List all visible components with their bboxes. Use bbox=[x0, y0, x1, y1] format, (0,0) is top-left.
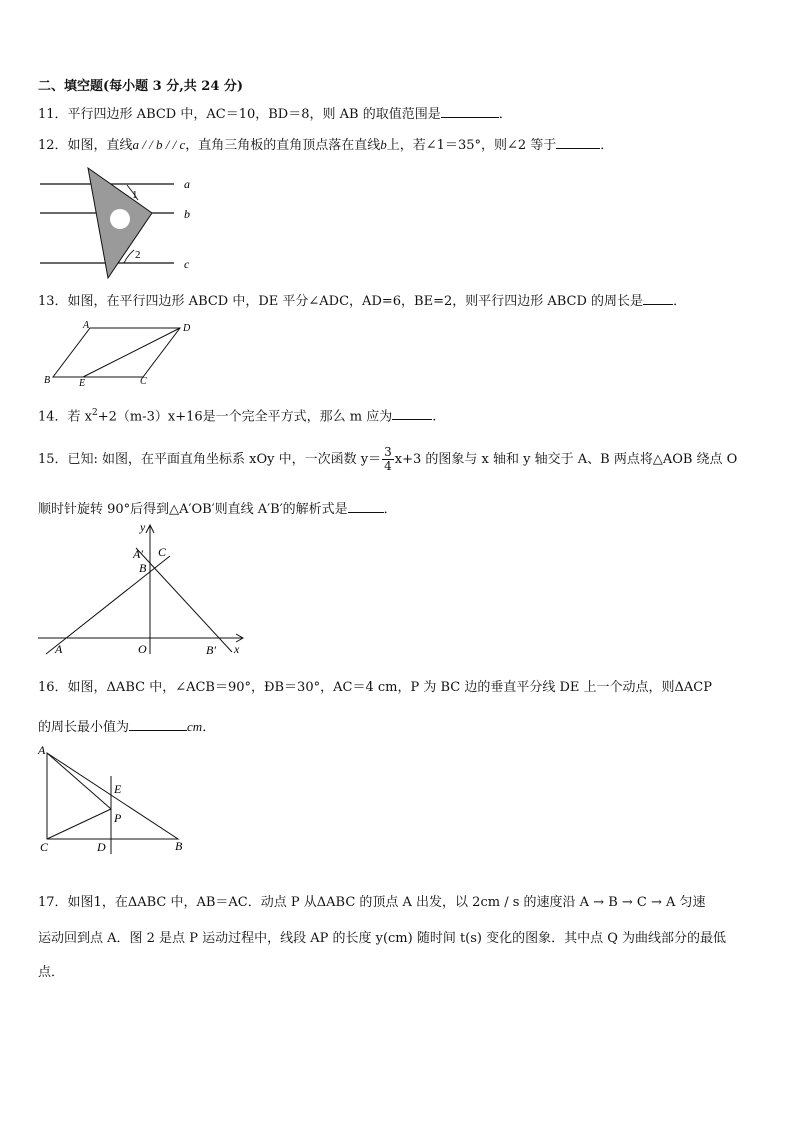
q16-text-b: 的周长最小值为 bbox=[38, 720, 130, 735]
q13-label-B: B bbox=[44, 375, 51, 386]
q15-label-B-prime: B′ bbox=[206, 643, 216, 657]
q15-label-y: y bbox=[140, 520, 146, 534]
q12-label-b: b bbox=[184, 207, 190, 221]
q12-text-c: 上，若∠1＝35°，则∠2 等于 bbox=[386, 138, 557, 153]
q15-label-O: O bbox=[138, 642, 147, 656]
q15-label-B: B bbox=[139, 561, 147, 575]
q14-text-b: +2（m-3）x+16是一个完全平方式，那么 m 应为 bbox=[97, 409, 393, 425]
question-17-line-3 bbox=[38, 964, 64, 982]
q17-text-b: 运动回到点 A．图 2 是点 P 运动过程中，线段 AP 的长度 y(cm) 随时间 t(s) 变化的图象．其中点 Q 为曲线部分的最低 bbox=[38, 931, 727, 946]
q15-text-a: 15．已知: 如图，在平面直角坐标系 xOy 中，一次函数 y＝ bbox=[38, 452, 382, 467]
question-12: 12．如图，直线a / / b / / c，直角三角板的直角顶点落在直线b上，若∠1＝35°，则∠2 等于 ． bbox=[38, 137, 614, 153]
question-16-line-1 bbox=[38, 679, 712, 697]
q17-text-c: 点． bbox=[38, 965, 65, 980]
q12-answer-blank bbox=[556, 135, 600, 149]
q13-figure bbox=[40, 318, 200, 388]
q11-answer-blank bbox=[441, 104, 499, 118]
q14-answer-blank bbox=[392, 406, 432, 420]
q11-text: 11．平行四边形 ABCD 中，AC＝10，BD＝8，则 AB 的取值范围是 bbox=[38, 107, 441, 122]
question-11: 11．平行四边形 ABCD 中，AC＝10，BD＝8，则 AB 的取值范围是 ． bbox=[38, 104, 512, 124]
q12-label-a: a bbox=[184, 177, 190, 191]
question-15-line-1 bbox=[38, 446, 737, 474]
q12-angle-2-label: 2 bbox=[135, 249, 141, 261]
q13-text: 13．如图，在平行四边形 ABCD 中，DE 平分∠ADC，AD=6，BE=2，则平行四边形 ABCD 的周长是 bbox=[38, 294, 644, 309]
q12-angle-1-label: 1 bbox=[132, 189, 138, 201]
q15-label-x: x bbox=[234, 642, 240, 656]
q15-answer-blank bbox=[348, 499, 384, 513]
q16-answer-blank bbox=[129, 717, 187, 731]
q15-fraction bbox=[382, 446, 394, 473]
question-16-line-2: 的周长最小值为 cm． bbox=[38, 719, 216, 735]
q15-fraction-numerator: 3 bbox=[384, 445, 392, 459]
q12-line-b: b bbox=[380, 137, 387, 152]
q16-figure bbox=[34, 742, 194, 858]
q14-superscript: 2 bbox=[92, 408, 98, 418]
q16-label-C: C bbox=[40, 840, 49, 854]
q16-label-A: A bbox=[38, 743, 46, 757]
q12-label-c: c bbox=[184, 257, 190, 271]
q12-condition: a / / b / / c bbox=[132, 137, 186, 152]
q16-label-D: D bbox=[97, 840, 106, 854]
q16-label-E: E bbox=[114, 782, 122, 796]
question-13: 13．如图，在平行四边形 ABCD 中，DE 平分∠ADC，AD=6，BE=2，则平行四边形 ABCD 的周长是 ． bbox=[38, 291, 686, 311]
q16-unit: cm bbox=[187, 719, 203, 734]
q12-text-b: ，直角三角板的直角顶点落在直线 bbox=[185, 138, 381, 153]
question-14: 14．若 $x^2+2(m-3)x+16$是一个完全平方式，那么 m 应为 . bbox=[38, 408, 437, 425]
q12-figure bbox=[38, 162, 208, 284]
q16-label-P: P bbox=[114, 811, 122, 825]
q14-text-a: 14．若 x bbox=[38, 409, 93, 425]
q13-answer-blank bbox=[643, 291, 673, 305]
section-title: 二、填空题(每小题 3 分,共 24 分) bbox=[38, 79, 244, 94]
q15-label-C: C bbox=[158, 545, 167, 559]
q15-label-A-prime: A′ bbox=[133, 547, 143, 561]
q12-text-a: 12．如图，直线 bbox=[38, 138, 133, 153]
q15-text-b: x+3 的图象与 x 轴和 y 轴交于 A、B 两点将△AOB 绕点 O bbox=[394, 452, 738, 467]
q13-label-C: C bbox=[140, 376, 147, 387]
q17-text-a: 17．如图1，在ΔABC 中，AB＝AC．动点 P 从ΔABC 的顶点 A 出发，以 2cm / s 的速度沿 A → B → C → A 匀速 bbox=[38, 895, 706, 910]
q15-fraction-denominator: 4 bbox=[384, 459, 392, 473]
q13-label-D: D bbox=[183, 323, 191, 334]
question-17-line-2 bbox=[38, 930, 726, 948]
q13-label-A: A bbox=[83, 320, 90, 331]
question-15-line-2: 顺时针旋转 90°后得到△A′OB′则直线 A′B′的解析式是 ． bbox=[38, 499, 397, 519]
q16-text-a: 16．如图，ΔABC 中，∠ACB＝90°，ÐB＝30°，AC＝4 cm，P 为 BC 边的垂直平分线 DE 上一个动点，则ΔACP bbox=[38, 680, 712, 695]
question-17-line-1 bbox=[38, 894, 706, 912]
q15-text-c: 顺时针旋转 90°后得到△A′OB′则直线 A′B′的解析式是 bbox=[38, 502, 348, 517]
q15-label-A: A bbox=[55, 642, 63, 656]
q15-figure bbox=[36, 520, 248, 658]
q13-label-E: E bbox=[79, 378, 86, 389]
q16-label-B: B bbox=[175, 839, 183, 853]
